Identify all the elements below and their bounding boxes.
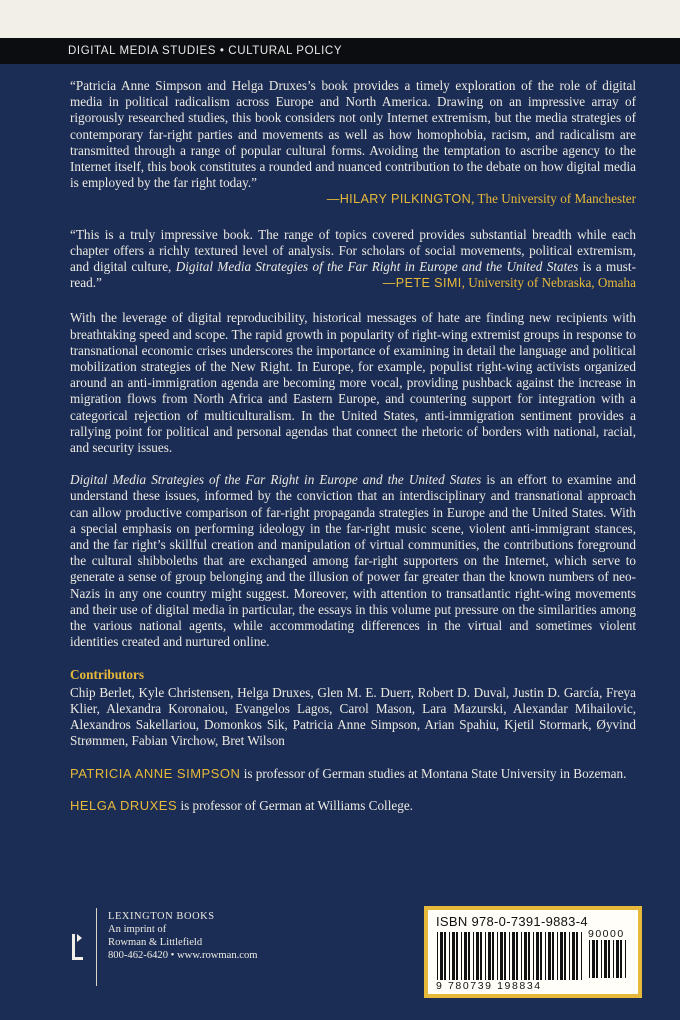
description-paragraph-1: With the leverage of digital reproducibility, historical messages of hate are finding new recipients with breathtaking speed and scope. The rapid growth in popularity of right-wing extremist groups in response to transnational economic crises underscores the importance of examining in detail the language and political mobilization strategies of the New Right. In Europe, for example, populist right-wing activists organized around an anti-immigration agenda are becoming more vocal, providing pushback against the increase in migration flows from North Africa and Eastern Europe, and countering support for integration with a categorical rejection of multiculturalism. In the United States, anti-immigration sentiment provides a rallying point for political and personal agendas that connect the rhetoric of borders with national, racial, and security issues.	[70, 310, 636, 456]
editor-bio-1	[70, 766, 636, 782]
contributors-section	[70, 667, 636, 750]
barcode-bar	[564, 932, 566, 980]
barcode-bar	[461, 932, 462, 980]
endorsement-2	[70, 227, 636, 292]
barcode-bar	[533, 932, 534, 980]
endorsement-attribution	[70, 191, 636, 207]
barcode-bar	[616, 940, 619, 978]
barcode-bar	[524, 932, 527, 980]
barcode-bar	[576, 932, 578, 980]
publisher-info	[108, 910, 348, 962]
barcode-bar	[620, 940, 622, 978]
barcode-bar	[444, 932, 446, 980]
barcode-bar	[437, 932, 438, 980]
footer-divider	[96, 908, 97, 986]
barcode-bar	[492, 932, 494, 980]
barcode-bar	[604, 940, 607, 978]
description-paragraph-2	[70, 472, 636, 650]
publisher-logo-icon	[68, 928, 84, 968]
barcode-bar	[528, 932, 530, 980]
barcode-bar	[473, 932, 474, 980]
barcode-bar	[500, 932, 503, 980]
endorser-name: HILARY PILKINGTON	[339, 192, 472, 207]
quote-text-end: is a must-read.”	[70, 259, 636, 291]
barcode-bar	[589, 940, 590, 978]
barcode-bar	[497, 932, 498, 980]
barcode-bar	[485, 932, 486, 980]
endorser-dash: —	[326, 192, 340, 207]
isbn-text: ISBN 978-0-7391-9883-4	[436, 914, 588, 929]
endorser-affiliation: , University of Nebraska, Omaha	[461, 275, 636, 291]
barcode-bar	[560, 932, 563, 980]
publisher-contact: 800-462-6420 • www.rowman.com	[108, 950, 258, 961]
editor-name: PATRICIA ANNE SIMPSON	[70, 765, 241, 781]
barcode-bar	[601, 940, 602, 978]
endorsement-quote	[70, 227, 636, 292]
barcode-bar	[452, 932, 455, 980]
barcode-bar	[509, 932, 510, 980]
barcode-bars	[436, 932, 586, 980]
barcode-bar	[440, 932, 443, 980]
barcode-bar	[548, 932, 551, 980]
barcode-bar	[476, 932, 479, 980]
editor-bio-text: is professor of German at Williams College.	[177, 797, 413, 813]
contributors-heading: Contributors	[70, 666, 144, 682]
editor-bio-2	[70, 798, 636, 814]
barcode-bar	[516, 932, 518, 980]
isbn-barcode	[424, 906, 642, 998]
barcode-bar	[456, 932, 458, 980]
barcode-bar	[449, 932, 450, 980]
barcode-bar	[581, 932, 582, 980]
editor-bio-text: is professor of German studies at Montana State University in Bozeman.	[240, 765, 627, 781]
barcode-bar	[552, 932, 554, 980]
barcode-bar	[625, 940, 626, 978]
series-band	[0, 38, 680, 64]
barcode-addon-bars	[588, 940, 630, 978]
barcode-bar	[569, 932, 570, 980]
barcode-bar	[521, 932, 522, 980]
barcode-bar	[464, 932, 467, 980]
endorser-name: PETE SIMI	[395, 276, 462, 291]
ean-digits: 9 780739 198834	[436, 980, 542, 992]
barcode-bar	[557, 932, 558, 980]
barcode-bar	[504, 932, 506, 980]
barcode-bar	[488, 932, 491, 980]
book-title-italic: Digital Media Strategies of the Far Right in Europe and the United States	[70, 472, 482, 488]
series-label: DIGITAL MEDIA STUDIES • CULTURAL POLICY	[68, 45, 343, 57]
endorser-dash: —	[382, 276, 396, 291]
barcode-addon-digits: 90000	[588, 928, 625, 940]
description-text: is an effort to examine and understand these issues, informed by the conviction that an interdisciplinary and transnational approach can allow productive comparison of far-right propaganda strategies in Europe and the United States. With a special emphasis on performing ideology in the far-right music scene, violent anti-immigrant stances, and the far right’s skillful creation and manipulation of virtual communities, the contributions foreground the cultural shibboleths that are exchanged among far-right supporters on the Internet, which serve to generate a sense of group belonging and the illusion of power far greater than the known numbers of neo-Nazis in any one country might suggest. Moreover, with attention to transatlantic right-wing movements and their use of digital media in particular, the essays in this volume put pressure on the similarities among the various national agents, while accommodating differences in the virtual and sometimes violent identities created and nurtured online.	[70, 472, 636, 650]
publisher-parent: Rowman & Littlefield	[108, 937, 203, 948]
editor-name: HELGA DRUXES	[70, 797, 178, 813]
barcode-bar	[545, 932, 546, 980]
barcode-bar	[536, 932, 539, 980]
barcode-bar	[540, 932, 542, 980]
endorsement-1	[70, 78, 636, 208]
barcode-bar	[596, 940, 598, 978]
barcode-bar	[613, 940, 614, 978]
top-cream-strip	[0, 0, 680, 38]
book-title-italic: Digital Media Strategies of the Far Right in Europe and the United States	[175, 259, 579, 275]
quote-text: “This is a truly impressive book. The range of topics covered provides substantial breadth while each chapter offers a richly textured level of analysis. For scholars of social movements, political extremism, and digital culture,	[70, 226, 636, 275]
barcode-bar	[592, 940, 595, 978]
contributors-list: Chip Berlet, Kyle Christensen, Helga Druxes, Glen M. E. Duerr, Robert D. Duval, Justin D. García, Freya Klier, Alexandra Koronaiou, Evangelos Lagos, Carol Mason, Lara Mazurski, Alexandar Mihailovic, Alexandros Sakellariou, Domonkos Sik, Patricia Anne Simpson, Arian Spahiu, Kjetil Stormark, Øyvind Strømmen, Fabian Virchow, Bret Wilson	[70, 684, 636, 749]
endorser-affiliation: , The University of Manchester	[471, 191, 636, 207]
barcode-bar	[480, 932, 482, 980]
barcode-bar	[468, 932, 470, 980]
barcode-bar	[572, 932, 575, 980]
publisher-line: An imprint of	[108, 924, 167, 935]
back-cover-text	[70, 78, 636, 814]
endorsement-quote: “Patricia Anne Simpson and Helga Druxes’s book provides a timely exploration of the role of digital media in political radicalism across Europe and North America. Drawing on an impressive array of rigorously researched studies, this book considers not only Internet extremism, but the media strategies of contemporary far-right parties and movements as well as how homophobia, racism, and radicalism are transmitted through a range of popular cultural forms. Avoiding the temptation to ascribe agency to the Internet itself, this book constitutes a rounded and nuanced contribution to the debate on how digital media is employed by the far right today.”	[70, 78, 636, 191]
barcode-bar	[608, 940, 610, 978]
barcode-bar	[512, 932, 515, 980]
publisher-name: LEXINGTON BOOKS	[108, 911, 215, 922]
